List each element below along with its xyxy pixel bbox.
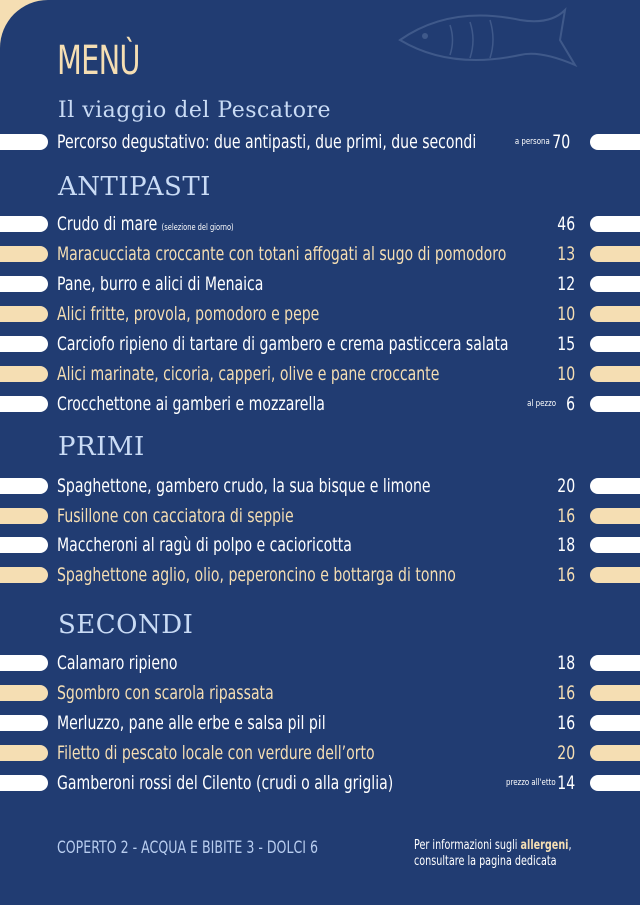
pill-decoration xyxy=(0,745,48,761)
item-price: 10 xyxy=(557,303,575,325)
item-note: a persona xyxy=(515,137,550,147)
item-price: 13 xyxy=(557,243,575,265)
item-name: Alici marinate, cicoria, capperi, olive e pane croccante xyxy=(57,363,440,385)
pill-decoration xyxy=(590,276,640,292)
item-price: 16 xyxy=(557,504,575,527)
pill-decoration xyxy=(0,276,48,292)
list-item xyxy=(0,534,640,556)
pill-decoration xyxy=(590,685,640,701)
page-title: MENÙ xyxy=(57,38,140,84)
pill-decoration xyxy=(0,246,48,262)
item-name: Crudo di mare (selezione del giorno) xyxy=(57,213,234,235)
allergens-note: Per informazioni sugli allergeni, consultare la pagina dedicata xyxy=(414,838,572,869)
pill-decoration xyxy=(590,336,640,352)
pill-decoration xyxy=(590,655,640,671)
item-price: 16 xyxy=(557,682,575,704)
pill-decoration xyxy=(590,246,640,262)
pill-decoration xyxy=(0,336,48,352)
pill-decoration xyxy=(0,567,48,583)
pill-decoration xyxy=(0,685,48,701)
item-name: Carciofo ripieno di tartare di gambero e crema pasticcera salata xyxy=(57,333,509,355)
pill-decoration xyxy=(590,537,640,553)
list-item xyxy=(0,652,640,674)
pill-decoration xyxy=(590,715,640,731)
pill-decoration xyxy=(0,396,48,412)
item-price: 15 xyxy=(557,333,575,355)
pill-decoration xyxy=(590,775,640,791)
list-item xyxy=(0,333,640,355)
item-price: 46 xyxy=(557,213,575,235)
extras-prices: COPERTO 2 - ACQUA E BIBITE 3 - DOLCI 6 xyxy=(57,838,318,858)
pill-decoration xyxy=(590,216,640,232)
list-item xyxy=(0,213,640,235)
list-item xyxy=(0,363,640,385)
list-item xyxy=(0,682,640,704)
item-name: Pane, burro e alici di Menaica xyxy=(57,273,264,295)
item-price: 12 xyxy=(557,273,575,295)
list-item xyxy=(0,273,640,295)
item-price: 10 xyxy=(557,363,575,385)
pill-decoration xyxy=(0,216,48,232)
list-item xyxy=(0,393,640,415)
pill-decoration xyxy=(0,508,48,524)
list-item xyxy=(0,475,640,497)
item-name: Merluzzo, pane alle erbe e salsa pil pil xyxy=(57,712,326,734)
pill-decoration xyxy=(0,775,48,791)
primi-heading: PRIMI xyxy=(58,432,145,462)
pill-decoration xyxy=(590,396,640,412)
list-item xyxy=(0,303,640,325)
item-name: Gamberoni rossi del Cilento (crudi o alla griglia) xyxy=(57,772,394,794)
pill-decoration xyxy=(590,306,640,322)
pill-decoration xyxy=(590,134,640,150)
tasting-heading: Il viaggio del Pescatore xyxy=(58,98,332,123)
item-name: Calamaro ripieno xyxy=(57,652,178,674)
fish-icon xyxy=(390,0,580,70)
pill-decoration xyxy=(0,478,48,494)
item-price: 14 xyxy=(557,772,575,794)
item-price: 16 xyxy=(557,563,575,586)
item-name: Spaghettone aglio, olio, peperoncino e bottarga di tonno xyxy=(57,563,456,586)
secondi-heading: SECONDI xyxy=(58,610,194,640)
item-name: Alici fritte, provola, pomodoro e pepe xyxy=(57,303,320,325)
list-item xyxy=(0,564,640,586)
item-price: 18 xyxy=(557,534,575,556)
pill-decoration xyxy=(0,537,48,553)
list-item xyxy=(0,131,640,153)
item-detail: (selezione del giorno) xyxy=(161,223,234,233)
pill-decoration xyxy=(0,715,48,731)
item-price: 20 xyxy=(557,475,575,497)
pill-decoration xyxy=(590,366,640,382)
pill-decoration xyxy=(0,655,48,671)
item-name: Percorso degustativo: due antipasti, due primi, due secondi xyxy=(57,131,477,153)
item-name: Crocchettone ai gamberi e mozzarella xyxy=(57,393,325,415)
list-item xyxy=(0,712,640,734)
item-price: 6 xyxy=(566,393,575,415)
pill-decoration xyxy=(0,366,48,382)
antipasti-heading: ANTIPASTI xyxy=(58,172,211,202)
pill-decoration xyxy=(0,134,48,150)
item-note: prezzo all'etto xyxy=(506,778,556,788)
item-price: 70 xyxy=(552,131,570,153)
pill-decoration xyxy=(590,508,640,524)
item-name: Maccheroni al ragù di polpo e cacioricotta xyxy=(57,534,352,556)
item-price: 16 xyxy=(557,712,575,734)
pill-decoration xyxy=(590,745,640,761)
item-name: Filetto di pescato locale con verdure dell’orto xyxy=(57,742,375,764)
pill-decoration xyxy=(590,478,640,494)
item-price: 18 xyxy=(557,652,575,674)
item-name: Sgombro con scarola ripassata xyxy=(57,682,274,704)
list-item xyxy=(0,243,640,265)
item-price: 20 xyxy=(557,742,575,764)
item-name: Spaghettone, gambero crudo, la sua bisque e limone xyxy=(57,475,431,497)
item-name: Fusillone con cacciatora di seppie xyxy=(57,504,294,527)
item-note: al pezzo xyxy=(527,399,556,409)
pill-decoration xyxy=(0,306,48,322)
list-item xyxy=(0,742,640,764)
pill-decoration xyxy=(590,567,640,583)
list-item xyxy=(0,772,640,794)
item-name: Maracucciata croccante con totani affogati al sugo di pomodoro xyxy=(57,243,507,265)
list-item xyxy=(0,505,640,527)
